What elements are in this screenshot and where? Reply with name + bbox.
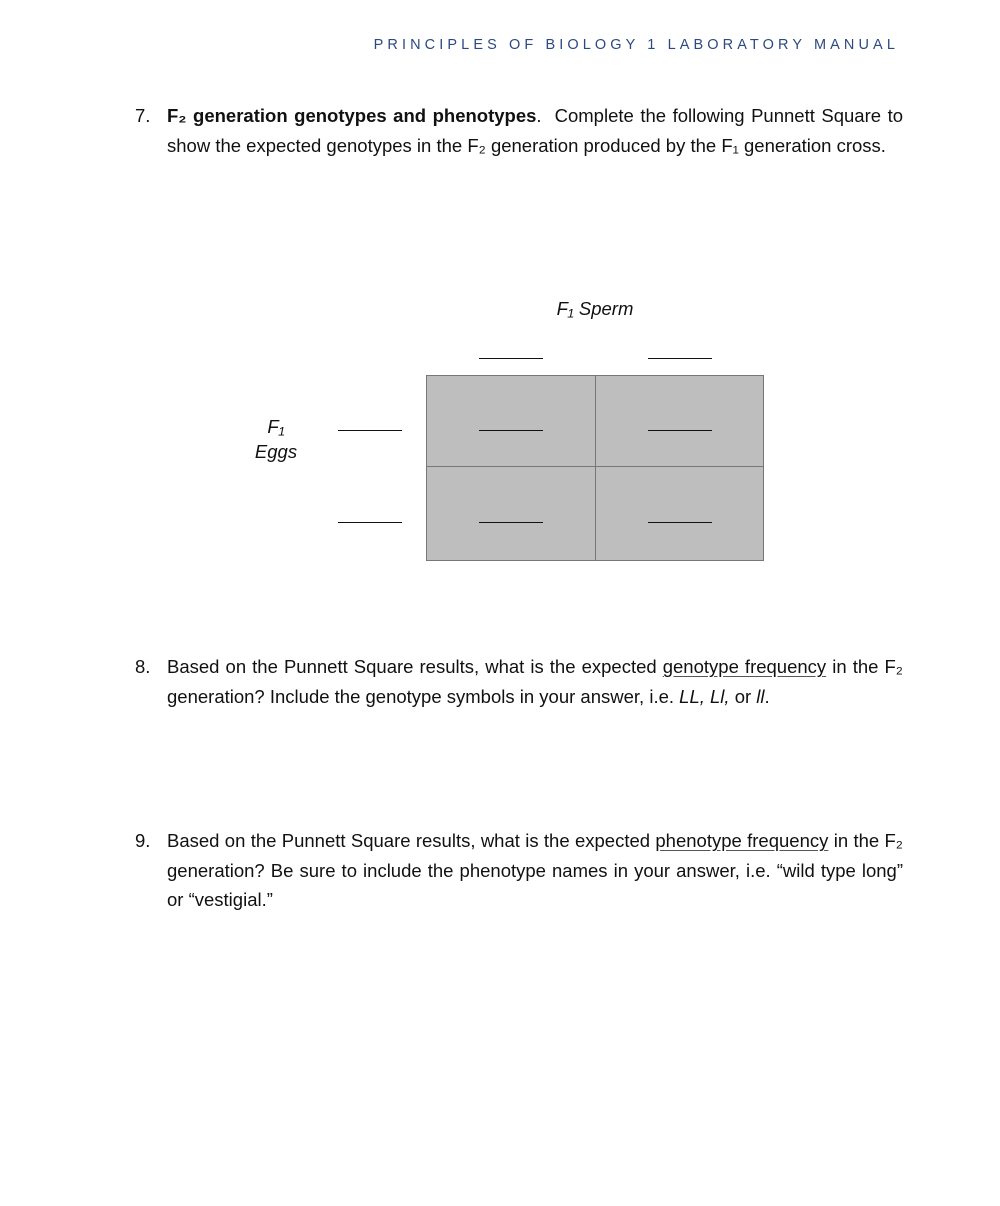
question-7-text: Complete the following Punnett Square to show the expected genotypes in the F₂ generation produced by the F₁ generation cross. xyxy=(167,105,903,156)
genotype-symbols: LL, Ll, xyxy=(679,685,730,707)
question-8-text-c: or xyxy=(729,685,757,707)
question-8-text-a: Based on the Punnett Square results, what is the expected xyxy=(167,656,663,677)
question-number: 7. xyxy=(135,105,151,126)
question-number: 9. xyxy=(135,830,151,851)
egg-allele-2-blank[interactable] xyxy=(338,522,402,523)
genotype-symbol-ll: ll xyxy=(756,685,765,707)
sperm-allele-1-blank[interactable] xyxy=(479,358,543,359)
question-number: 8. xyxy=(135,656,151,677)
egg-allele-1-blank[interactable] xyxy=(338,430,402,431)
cell-2-1-blank[interactable] xyxy=(479,522,543,523)
grid-divider-horizontal xyxy=(427,466,763,467)
cell-2-2-blank[interactable] xyxy=(648,522,712,523)
sperm-label: F₁ Sperm xyxy=(556,298,634,319)
question-9-text-b: in the F₂ generation? Be sure to include the phenotype names in your answer, i.e. “wild type long” or “vestigial.” xyxy=(167,830,903,910)
question-7 xyxy=(135,101,903,160)
eggs-label-line1: F₁ xyxy=(267,416,285,437)
cell-1-2-blank[interactable] xyxy=(648,430,712,431)
question-7-title: F₂ generation genotypes and phenotypes xyxy=(167,105,537,126)
question-8 xyxy=(135,652,903,711)
grid-divider-vertical xyxy=(595,376,596,560)
question-9 xyxy=(135,826,903,915)
page-header: PRINCIPLES OF BIOLOGY 1 LABORATORY MANUAL xyxy=(373,37,899,53)
punnett-square xyxy=(426,375,764,561)
question-9-text-a: Based on the Punnett Square results, what is the expected xyxy=(167,830,656,851)
question-8-text-d: . xyxy=(764,685,770,707)
sperm-allele-2-blank[interactable] xyxy=(648,358,712,359)
question-8-text-b: in the F₂ generation? Include the genotype symbols in your answer, i.e. xyxy=(167,656,903,707)
phenotype-frequency-term: phenotype frequency xyxy=(655,830,829,851)
cell-1-1-blank[interactable] xyxy=(479,430,543,431)
genotype-frequency-term: genotype frequency xyxy=(662,656,827,677)
eggs-label-line2: Eggs xyxy=(254,441,298,462)
question-7-title-end: . xyxy=(536,105,542,126)
